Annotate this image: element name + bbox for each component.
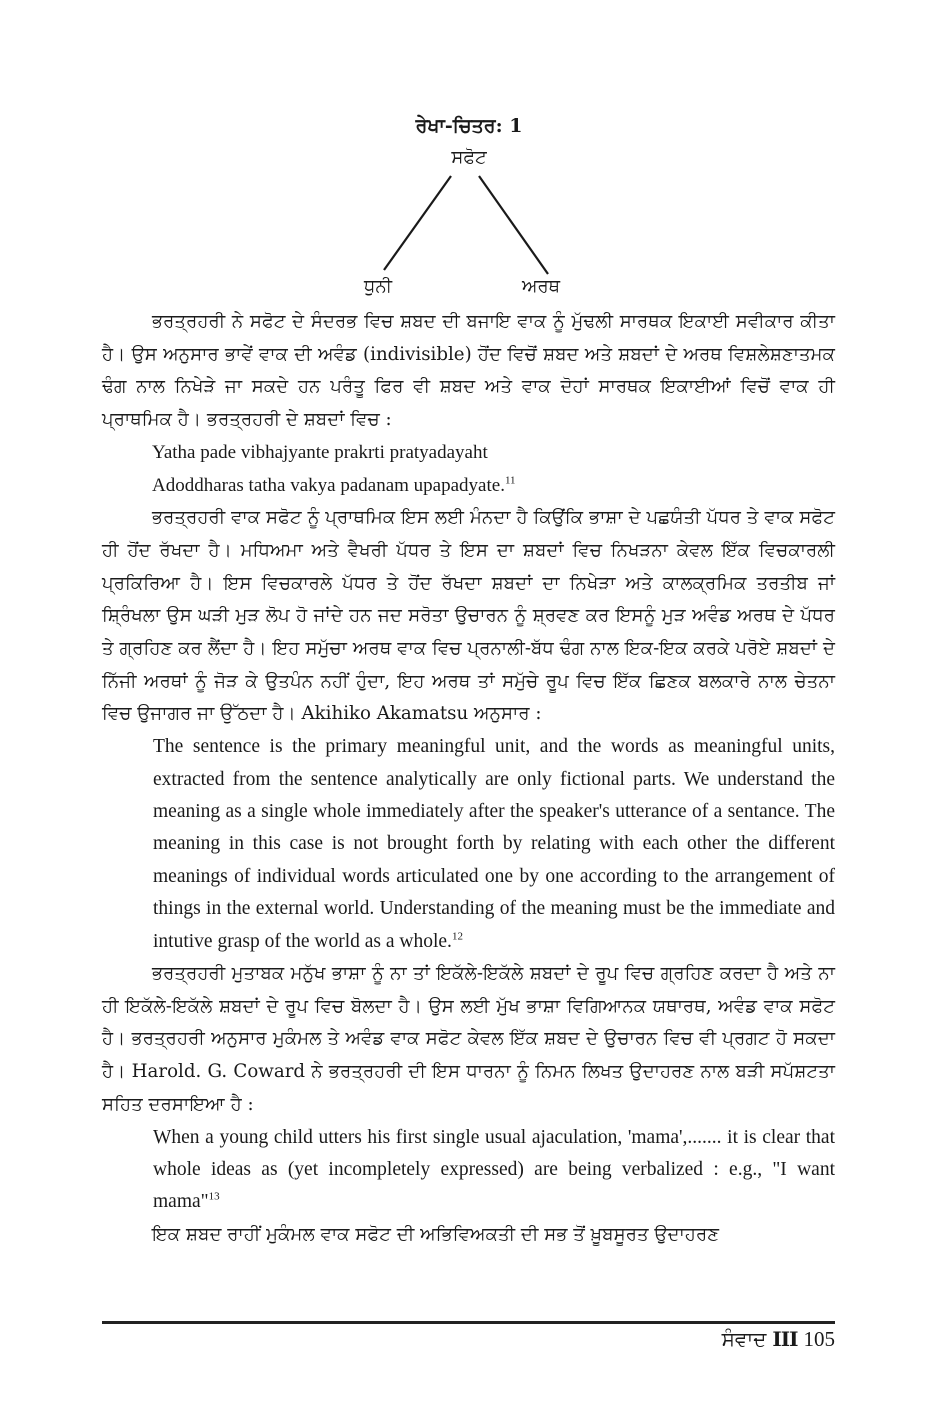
diagram-leaf-dhuni: ਧੁਨੀ	[364, 276, 393, 297]
separator-bars: III	[772, 1327, 798, 1351]
page-number: 105	[803, 1327, 835, 1351]
block-quote-coward-text: When a young child utters his first single usual ajaculation, 'mama',....... it is clear that whole ideas as (yet incompletely expressed) are being verbalized : e.g., "I want mama"	[153, 1126, 835, 1213]
tree-diagram	[0, 0, 938, 300]
diagram-edge-left	[384, 176, 451, 270]
verse-line-1: Yatha pade vibhajyante prakrti pratyadayaht	[152, 441, 488, 463]
diagram-root-node: ਸਫੋਟ	[451, 147, 487, 168]
verse-line-2-text: Adoddharas tatha vakya padanam upapadyate.	[152, 474, 505, 496]
footnote-ref-12: 12	[451, 930, 463, 943]
diagram-leaf-arth: ਅਰਥ	[522, 276, 561, 297]
paragraph-4: ਇਕ ਸ਼ਬਦ ਰਾਹੀਂ ਮੁਕੰਮਲ ਵਾਕ ਸਫੋਟ ਦੀ ਅਭਿਵਿਅਕਤੀ ਦੀ ਸਭ ਤੋਂ ਖ਼ੂਬਸੂਰਤ ਉਦਾਹਰਣ	[152, 1223, 720, 1245]
block-quote-coward	[102, 1122, 835, 1219]
diagram-edge-right	[479, 176, 548, 274]
footer-rule	[102, 1321, 835, 1324]
paragraph-2: ਭਰਤ੍ਰਹਰੀ ਵਾਕ ਸਫੋਟ ਨੂੰ ਪ੍ਰਾਥਮਿਕ ਇਸ ਲਈ ਮੰਨਦਾ ਹੈ ਕਿਉਂਕਿ ਭਾਸ਼ਾ ਦੇ ਪਛਯੰਤੀ ਪੱਧਰ ਤੇ ਵਾਕ ਸਫੋਟ ਹੀ ਹੋਂਦ ਰੱਖਦਾ ਹੈ। ਮਧਿਅਮਾ ਅਤੇ ਵੈਖਰੀ ਪੱਧਰ ਤੇ ਇਸ ਦਾ ਸ਼ਬਦਾਂ ਵਿਚ ਨਿਖੜਨਾ ਕੇਵਲ ਇੱਕ ਵਿਚਕਾਰਲੀ ਪ੍ਰਕਿਰਿਆ ਹੈ। ਇਸ ਵਿਚਕਾਰਲੇ ਪੱਧਰ ਤੇ ਹੋਂਦ ਰੱਖਦਾ ਸ਼ਬਦਾਂ ਦਾ ਨਿਖੇੜਾ ਅਤੇ ਕਾਲਕ੍ਰਮਿਕ ਤਰਤੀਬ ਜਾਂ ਸ਼੍ਰਿੰਖਲਾ ਉਸ ਘੜੀ ਮੁੜ ਲੋਪ ਹੋ ਜਾਂਦੇ ਹਨ ਜਦ ਸਰੋਤਾ ਉਚਾਰਨ ਨੂੰ ਸ਼੍ਰਵਣ ਕਰ ਇਸਨੂੰ ਮੁੜ ਅਵੰਡ ਅਰਥ ਦੇ ਪੱਧਰ ਤੇ ਗ੍ਰਹਿਣ ਕਰ ਲੈਂਦਾ ਹੈ। ਇਹ ਸਮੁੱਚਾ ਅਰਥ ਵਾਕ ਵਿਚ ਪ੍ਰਨਾਲੀ-ਬੱਧ ਢੰਗ ਨਾਲ ਇਕ-ਇਕ ਕਰਕੇ ਪਰੋਏ ਸ਼ਬਦਾਂ ਦੇ ਨਿੱਜੀ ਅਰਥਾਂ ਨੂੰ ਜੋੜ ਕੇ ਉਤਪੰਨ ਨਹੀਂ ਹੁੰਦਾ, ਇਹ ਅਰਥ ਤਾਂ ਸਮੁੱਚੇ ਰੂਪ ਵਿਚ ਇੱਕ ਛਿਣਕ ਬਲਕਾਰੇ ਨਾਲ ਚੇਤਨਾ ਵਿਚ ਉਜਾਗਰ ਜਾ ਉੱਠਦਾ ਹੈ। Akihiko Akamatsu ਅਨੁਸਾਰ :	[102, 507, 835, 725]
page-footer	[722, 1327, 835, 1352]
footnote-ref-11: 11	[504, 474, 516, 487]
footnote-ref-13: 13	[208, 1190, 220, 1203]
paragraph-3: ਭਰਤ੍ਰਹਰੀ ਮੁਤਾਬਕ ਮਨੁੱਖ ਭਾਸ਼ਾ ਨੂੰ ਨਾ ਤਾਂ ਇਕੱਲੇ-ਇਕੱਲੇ ਸ਼ਬਦਾਂ ਦੇ ਰੂਪ ਵਿਚ ਗ੍ਰਹਿਣ ਕਰਦਾ ਹੈ ਅਤੇ ਨਾ ਹੀ ਇਕੱਲੇ-ਇਕੱਲੇ ਸ਼ਬਦਾਂ ਦੇ ਰੂਪ ਵਿਚ ਬੋਲਦਾ ਹੈ। ਉਸ ਲਈ ਮੁੱਖ ਭਾਸ਼ਾ ਵਿਗਿਆਨਕ ਯਥਾਰਥ, ਅਵੰਡ ਵਾਕ ਸਫੋਟ ਹੈ। ਭਰਤ੍ਰਹਰੀ ਅਨੁਸਾਰ ਮੁਕੰਮਲ ਤੇ ਅਵੰਡ ਵਾਕ ਸਫੋਟ ਕੇਵਲ ਇੱਕ ਸ਼ਬਦ ਦੇ ਉਚਾਰਨ ਵਿਚ ਵੀ ਪ੍ਰਗਟ ਹੋ ਸਕਦਾ ਹੈ। Harold. G. Coward ਨੇ ਭਰਤ੍ਰਹਰੀ ਦੀ ਇਸ ਧਾਰਨਾ ਨੂੰ ਨਿਮਨ ਲਿਖਤ ਉਦਾਹਰਣ ਨਾਲ ਬੜੀ ਸਪੱਸ਼ਟਤਾ ਸਹਿਤ ਦਰਸਾਇਆ ਹੈ :	[102, 962, 835, 1115]
paragraph-1: ਭਰਤ੍ਰਹਰੀ ਨੇ ਸਫੋਟ ਦੇ ਸੰਦਰਭ ਵਿਚ ਸ਼ਬਦ ਦੀ ਬਜਾਇ ਵਾਕ ਨੂੰ ਮੁੱਢਲੀ ਸਾਰਥਕ ਇਕਾਈ ਸਵੀਕਾਰ ਕੀਤਾ ਹੈ। ਉਸ ਅਨੁਸਾਰ ਭਾਵੇਂ ਵਾਕ ਦੀ ਅਵੰਡ (indivisible) ਹੋਂਦ ਵਿਚੋਂ ਸ਼ਬਦ ਅਤੇ ਸ਼ਬਦਾਂ ਦੇ ਅਰਥ ਵਿਸ਼ਲੇਸ਼ਣਾਤਮਕ ਢੰਗ ਨਾਲ ਨਿਖੇੜੇ ਜਾ ਸਕਦੇ ਹਨ ਪਰੰਤੂ ਫਿਰ ਵੀ ਸ਼ਬਦ ਅਤੇ ਵਾਕ ਦੋਹਾਂ ਸਾਰਥਕ ਇਕਾਈਆਂ ਵਿਚੋਂ ਵਾਕ ਹੀ ਪ੍ਰਾਥਮਿਕ ਹੈ। ਭਰਤ੍ਰਹਰੀ ਦੇ ਸ਼ਬਦਾਂ ਵਿਚ :	[102, 311, 835, 431]
body-text	[102, 306, 835, 1251]
verse-line-2	[102, 470, 835, 503]
figure-title: ਰੇਖਾ-ਚਿਤਰ: 1	[415, 115, 523, 137]
block-quote-akamatsu	[102, 731, 835, 958]
block-quote-akamatsu-text: The sentence is the primary meaningful unit, and the words as meaningful units, extracted from the sentence analytically are only fictional parts. We understand the meaning as a single whole immediately after the speaker's utterance of a sentance. The meaning in this case is not brought forth by relating with each other the different meanings of individual words articulated one by one according to the arrangement of things in the external world. Understanding of the meaning must be the immediate and intutive grasp of the world as a whole.	[153, 736, 835, 952]
journal-name: ਸੰਵਾਦ	[721, 1327, 767, 1351]
